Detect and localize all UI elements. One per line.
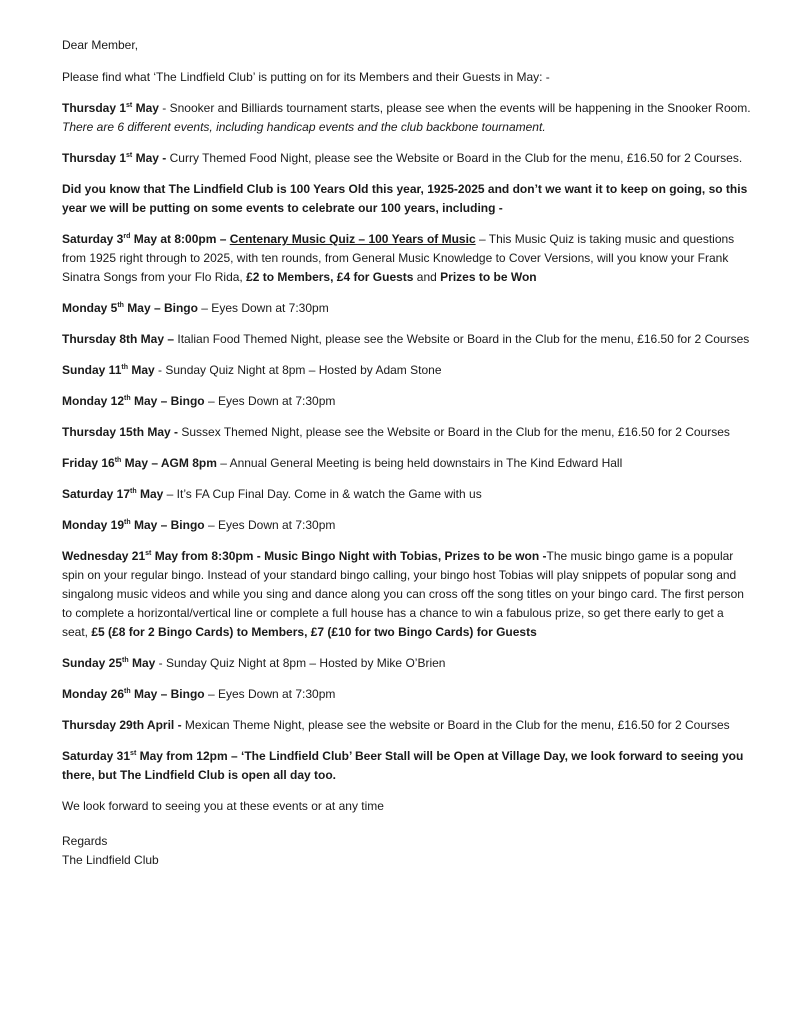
event-desc: Italian Food Themed Night, please see the Website or Board in the Club for the menu, £16.50 for 2 Courses [174, 332, 750, 346]
event-date: Monday 5th May – Bingo [62, 301, 198, 315]
event-desc: – Eyes Down at 7:30pm [204, 394, 336, 408]
event-date: Thursday 29th April - [62, 718, 182, 732]
event-desc: – This Music Quiz is taking music and questions from 1925 right through to 2025, with ten rounds, from General Music Knowledge to Cover Versions, will you know your Frank Sinatra Songs from your Flo Rida, [62, 232, 735, 284]
event-desc: - Sunday Quiz Night at 8pm – Hosted by Adam Stone [154, 363, 442, 377]
centenary-highlight: Did you know that The Lindfield Club is 100 Years Old this year, 1925-2025 and don’t we want it to keep on going, so this year we will be putting on some events to celebrate our 100 years, including - [62, 182, 748, 215]
event-price: £5 (£8 for 2 Bingo Cards) to Members, £7 (£10 for two Bingo Cards) for Guests [91, 625, 537, 639]
event-bingo [62, 299, 752, 318]
event-date: Saturday 31st May from 12pm – ‘The Lindfield Club’ Beer Stall will be Open at Village Day, we look forward to seeing you there, but The Lindfield Club is open all day too. [62, 749, 744, 782]
event-desc: – It’s FA Cup Final Day. Come in & watch the Game with us [163, 487, 482, 501]
event-desc: – Eyes Down at 7:30pm [204, 518, 336, 532]
event-date: Sunday 11th May [62, 363, 155, 377]
event-village-day [62, 747, 752, 785]
event-date: Thursday 8th May – [62, 332, 175, 346]
event-desc: Mexican Theme Night, please see the website or Board in the Club for the menu, £16.50 for 2 Courses [181, 718, 730, 732]
intro-text: Please find what ‘The Lindfield Club’ is putting on for its Members and their Guests in May: - [62, 70, 550, 84]
event-bingo [62, 392, 752, 411]
event-desc: Curry Themed Food Night, please see the Website or Board in the Club for the menu, £16.50 for 2 Courses. [166, 151, 743, 165]
event-date: Saturday 17th May [62, 487, 164, 501]
event-date: Thursday 1st May - [62, 151, 167, 165]
event-agm [62, 454, 752, 473]
event-prizes: Prizes to be Won [440, 270, 537, 284]
event-quiz-night [62, 361, 752, 380]
event-desc: - Snooker and Billiards tournament starts, please see when the events will be happening in the Snooker Room. [158, 101, 751, 115]
event-date: Monday 12th May – Bingo [62, 394, 205, 408]
signature: The Lindfield Club [62, 853, 159, 867]
event-note: There are 6 different events, including handicap events and the club backbone tournament. [62, 120, 546, 134]
event-price: £2 to Members, £4 for Guests [246, 270, 414, 284]
event-desc: The music bingo game is a popular spin on your regular bingo. Instead of your standard bingo calling, your bingo host Tobias will play snippets of popular song and singalong music videos and while you sing and dance along you can cross off the song titles on your bingo card. The first person to complete a horizontal/vertical line or complete a full house has a chance to win a fabulous prize, so get there early to get a seat, [62, 549, 744, 639]
event-desc: Sussex Themed Night, please see the Website or Board in the Club for the menu, £16.50 for 2 Courses [178, 425, 730, 439]
event-date: Friday 16th May – AGM 8pm [62, 456, 217, 470]
event-date: Sunday 25th May [62, 656, 156, 670]
event-mexican-night [62, 716, 752, 735]
event-date: Monday 19th May – Bingo [62, 518, 205, 532]
event-italian-night [62, 330, 752, 349]
event-desc: – Eyes Down at 7:30pm [197, 301, 329, 315]
event-bingo [62, 516, 752, 535]
greeting: Dear Member, [62, 38, 139, 52]
letter-body [62, 36, 752, 870]
regards-text: Regards [62, 834, 108, 848]
event-desc: - Sunday Quiz Night at 8pm – Hosted by Mike O’Brien [155, 656, 446, 670]
event-date: Saturday 3rd May at 8:00pm – Centenary Music Quiz – 100 Years of Music [62, 232, 476, 246]
event-fa-cup [62, 485, 752, 504]
event-curry-night [62, 149, 752, 168]
event-sussex-night [62, 423, 752, 442]
event-title: Centenary Music Quiz – 100 Years of Music [229, 232, 476, 246]
event-snooker [62, 99, 752, 137]
event-date: Thursday 15th May - [62, 425, 179, 439]
event-date: Monday 26th May – Bingo [62, 687, 205, 701]
event-desc: – Annual General Meeting is being held downstairs in The Kind Edward Hall [216, 456, 623, 470]
event-date: Thursday 1st May [62, 101, 159, 115]
event-quiz-night [62, 654, 752, 673]
event-date: Wednesday 21st May from 8:30pm - Music Bingo Night with Tobias, Prizes to be won - [62, 549, 547, 563]
event-bingo [62, 685, 752, 704]
event-music-quiz: Saturday 3rd May at 8:00pm – Centenary Music Quiz – 100 Years of Music – This Music Quiz is taking music and questions from 1925 right through to 2025, with ten rounds, from General Music Knowledge to Cover Versions, will you know your Frank Sinatra Songs from your Flo Rida, £2 to Members, £4 for Guests and Prizes to be Won [62, 232, 735, 284]
closing-text: We look forward to seeing you at these events or at any time [62, 799, 384, 813]
event-desc: – Eyes Down at 7:30pm [204, 687, 336, 701]
event-music-bingo [62, 547, 752, 642]
